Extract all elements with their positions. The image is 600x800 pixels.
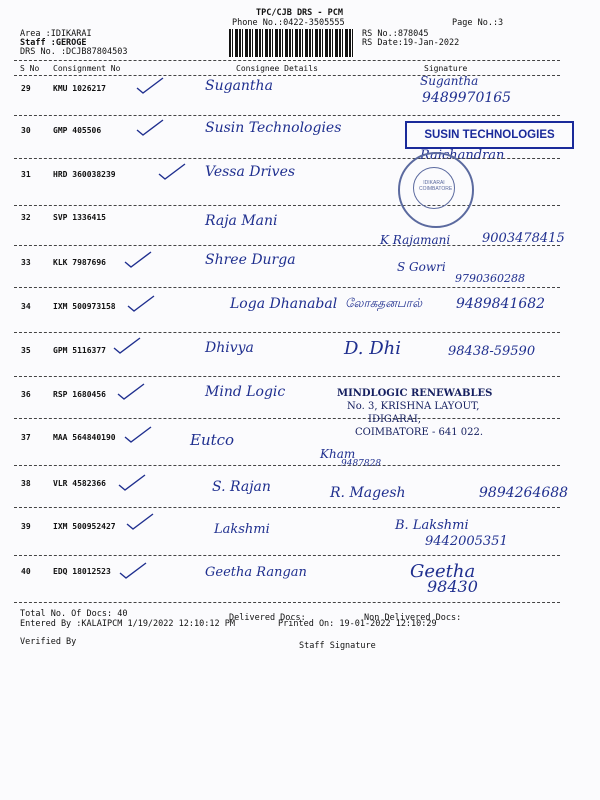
rs-number: RS No.:878045 [362,29,429,39]
row-sno: 33 [21,258,31,267]
divider [14,245,560,246]
row-consignment: RSP 1680456 [53,390,106,399]
col-consignee: Consignee Details [236,64,318,73]
table-row [0,213,600,260]
divider [14,332,560,333]
area-label: Area :IDIKARAI [20,29,92,39]
divider [14,60,560,61]
row-consignment: VLR 4582366 [53,479,106,488]
table-row [0,384,600,437]
row-sno: 29 [21,84,31,93]
row-consignment: MAA 564840190 [53,433,116,442]
row-signature: Geetha [410,561,476,582]
verified-by: Verified By [20,637,77,647]
check-icon [135,118,165,138]
row-consignment: SVP 1336415 [53,213,106,222]
page-number: Page No.:3 [452,18,504,28]
check-icon [135,76,165,96]
check-icon [116,382,146,402]
row-consignee: Mind Logic [205,384,286,400]
row-sno: 30 [21,126,31,135]
table-row [0,479,600,526]
divider [14,287,560,288]
row-consignment: GMP 405506 [53,126,102,135]
divider [14,158,560,159]
divider [14,205,560,206]
rs-date: RS Date:19-Jan-2022 [362,38,460,48]
row-consignee: Dhivya [205,340,254,356]
row-phone: 9790360288 [455,272,525,285]
document-title: TPC/CJB DRS - PCM [256,8,343,18]
drs-number: DRS No. :DCJB87804503 [20,47,128,57]
row-signature: D. Dhi [344,338,402,359]
check-icon [112,336,142,356]
divider [14,418,560,419]
row-consignee: Sugantha [205,78,273,94]
row-phone: 9003478415 [482,231,565,246]
mindlogic-stamp-name: MINDLOGIC RENEWABLES [337,388,493,399]
row-phone: 98438-59590 [448,344,536,359]
row-phone: 9489841682 [456,296,546,312]
table-row [0,561,600,614]
row-consignee: Geetha Rangan [205,565,307,580]
row-consignment: HRD 360038239 [53,170,116,179]
check-icon [118,561,148,581]
total-docs: Total No. Of Docs: 40 [20,609,128,619]
row-sno: 40 [21,567,31,576]
divider [14,602,560,603]
row-consignee: Raja Mani [205,213,278,229]
staff-label: Staff :GEROGE [20,38,87,48]
check-icon [126,294,156,314]
row-phone: 98430 [427,577,478,596]
barcode [229,29,355,57]
row-signature: Kham [320,447,356,461]
row-sno: 34 [21,302,31,311]
check-icon [123,250,153,270]
divider [14,376,560,377]
table-row [0,164,600,217]
row-sno: 39 [21,522,31,531]
row-signature: R. Magesh [330,485,406,501]
table-row [0,433,600,480]
row-signature: K Rajamani [380,233,451,247]
divider [14,555,560,556]
entered-by: Entered By :KALAIPCM 1/19/2022 12:10:12 PM [20,619,235,629]
row-sno: 32 [21,213,31,222]
row-consignment: EDQ 18012523 [53,567,111,576]
row-consignment: KLK 7987696 [53,258,106,267]
non-delivered-docs: Non Delivered Docs: [364,613,462,623]
table-row [0,296,600,349]
row-consignee: Loga Dhanabal [230,296,338,312]
row-consignment: GPM 5116377 [53,346,106,355]
row-consignee: Lakshmi [214,522,270,537]
row-phone: 9489970165 [422,90,512,106]
row-sno: 37 [21,433,31,442]
row-consignment: IXM 500973158 [53,302,116,311]
delivered-docs: Delivered Docs: [229,613,306,623]
row-phone: 9442005351 [425,534,508,549]
row-consignee: Eutco [190,431,235,449]
row-consignment: KMU 1026217 [53,84,106,93]
mindlogic-stamp-line3: COIMBATORE - 641 022. [355,427,484,438]
staff-signature: Staff Signature [299,641,376,651]
col-consignment: Consignment No [53,64,121,73]
divider [14,115,560,116]
col-signature: Signature [424,64,468,73]
susin-technologies-stamp: SUSIN TECHNOLOGIES [405,121,574,149]
check-icon [157,162,187,182]
table-row [0,338,600,393]
row-sno: 38 [21,479,31,488]
check-icon [117,473,147,493]
phone-number: Phone No.:0422-3505555 [232,18,345,28]
divider [14,507,560,508]
row-consignee: S. Rajan [212,479,271,495]
row-consignee: Susin Technologies [205,120,342,136]
row-sno: 36 [21,390,31,399]
mindlogic-stamp-line1: No. 3, KRISHNA LAYOUT, [347,401,480,412]
row-consignee: Shree Durga [205,252,296,268]
row-signature: லோகதனபால் [345,296,423,310]
mindlogic-stamp-line2: IDIGARAI, [368,414,422,425]
row-sno: 35 [21,346,31,355]
row-consignee: Vessa Drives [205,164,296,180]
row-signature: Sugantha [420,74,479,88]
row-signature: B. Lakshmi [395,518,469,533]
check-icon [125,512,155,532]
row-signature: S Gowri [397,260,446,274]
row-sno: 31 [21,170,31,179]
row-phone: 9894264688 [479,485,569,501]
company-seal-text: IDIKARAI COIMBATORE [419,180,453,192]
divider [14,465,560,466]
row-phone: 9487828 [341,459,382,469]
printed-on: Printed On: 19-01-2022 12:10:29 [278,619,437,629]
table-row [0,518,600,569]
col-sno: S No [20,64,40,73]
row-consignment: IXM 500952427 [53,522,116,531]
check-icon [123,425,153,445]
row-signature: Raichandran [420,148,505,163]
